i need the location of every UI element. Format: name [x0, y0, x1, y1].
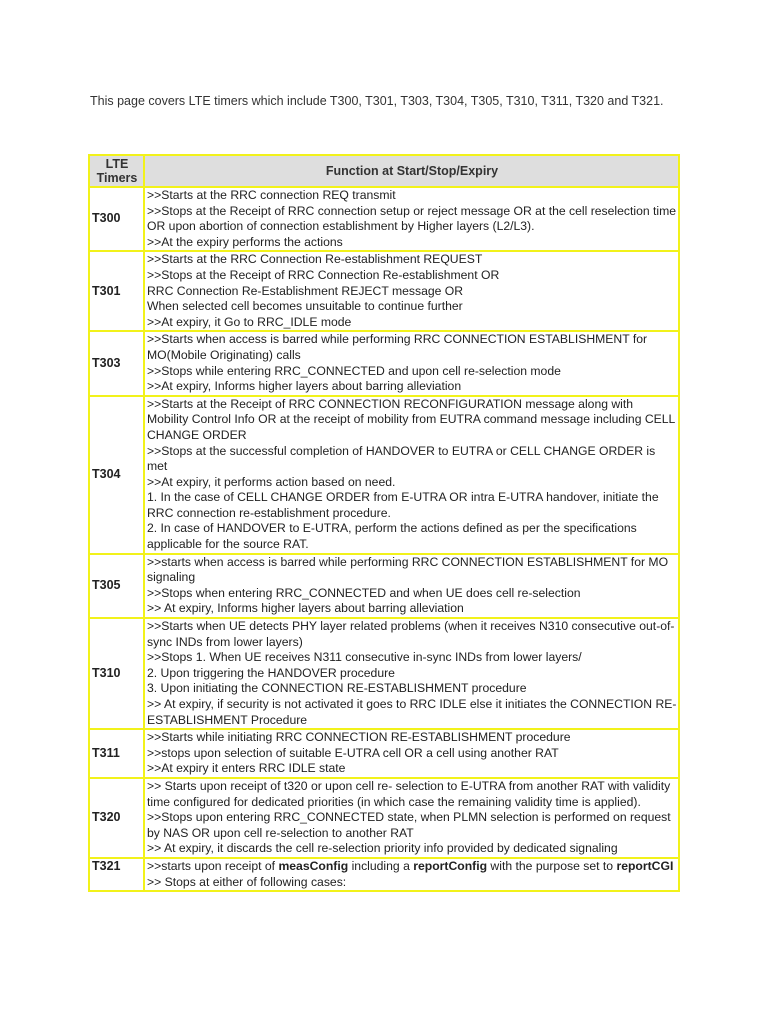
function-line: >>At expiry, Informs higher layers about barring alleviation [147, 379, 462, 394]
function-line: >>Stops 1. When UE receives N311 consecutive in-sync INDs from lower layers/ [147, 650, 582, 665]
timer-function [144, 187, 679, 251]
function-line: RRC Connection Re-Establishment REJECT message OR [147, 283, 464, 298]
function-line: >> Stops at either of following cases: [147, 874, 347, 889]
report-cgi-term: reportCGI [616, 858, 674, 873]
timer-name: T320 [89, 778, 144, 858]
table-row [89, 729, 679, 778]
timer-function [144, 331, 679, 395]
timer-name: T305 [89, 554, 144, 618]
intro-paragraph: This page covers LTE timers which include T300, T301, T303, T304, T305, T310, T311, T320 and T321. [90, 94, 664, 108]
function-line: >>Starts at the RRC Connection Re-establishment REQUEST [147, 252, 483, 267]
table-row [89, 251, 679, 331]
timer-function [144, 618, 679, 729]
function-line: >>stops upon selection of suitable E-UTRA cell OR a cell using another RAT [147, 745, 559, 760]
timer-function [144, 858, 679, 891]
function-line: 3. Upon initiating the CONNECTION RE-ESTABLISHMENT procedure [147, 681, 527, 696]
table-row [89, 858, 679, 891]
lte-timers-table [88, 154, 680, 892]
header-function: Function at Start/Stop/Expiry [144, 155, 679, 187]
table-row [89, 554, 679, 618]
report-config-term: reportConfig [413, 858, 488, 873]
timer-name: T300 [89, 187, 144, 251]
function-line: 1. In the case of CELL CHANGE ORDER from E-UTRA OR intra E-UTRA handover, initiate the RRC connection re-establishment procedure. [147, 490, 659, 520]
table-row [89, 187, 679, 251]
table-row [89, 396, 679, 554]
table-row [89, 618, 679, 729]
timer-function [144, 396, 679, 554]
function-line: 2. Upon triggering the HANDOVER procedure [147, 665, 395, 680]
function-line: >>Stops at the Receipt of RRC connection setup or reject message OR at the cell reselection time OR upon abortion of connection establishment by Higher layers (L2/L3). [147, 203, 677, 234]
text-run: with the purpose set to [487, 858, 617, 873]
function-line [147, 859, 677, 875]
function-line: >>Stops when entering RRC_CONNECTED and when UE does cell re-selection [147, 585, 581, 600]
function-line: >>Starts when access is barred while performing RRC CONNECTION ESTABLISHMENT for MO(Mobile Originating) calls [147, 332, 648, 362]
function-line: >>At the expiry performs the actions [147, 234, 343, 249]
table-row [89, 778, 679, 858]
function-line: >>Stops while entering RRC_CONNECTED and upon cell re-selection mode [147, 363, 561, 378]
function-line: >> At expiry, it discards the cell re-selection priority info provided by dedicated signaling [147, 841, 618, 856]
function-line: When selected cell becomes unsuitable to continue further [147, 299, 463, 314]
function-line: >> At expiry, Informs higher layers about barring alleviation [147, 601, 464, 616]
timer-name: T310 [89, 618, 144, 729]
function-line: >>Starts when UE detects PHY layer related problems (when it receives N310 consecutive out-of-sync INDs from lower layers) [147, 619, 675, 649]
table-row [89, 331, 679, 395]
timer-function [144, 778, 679, 858]
function-line: >>At expiry, it performs action based on need. [147, 474, 396, 489]
text-run: including a [348, 858, 414, 873]
timer-name: T304 [89, 396, 144, 554]
text-run: >>starts upon receipt of [147, 858, 279, 873]
function-line: >>Starts at the Receipt of RRC CONNECTION RECONFIGURATION message along with Mobility Control Info OR at the receipt of mobility from EUTRA command message including CELL CHANGE ORDER [147, 396, 675, 442]
function-line: >> Starts upon receipt of t320 or upon cell re- selection to E-UTRA from another RAT with validity time configured for dedicated priorities (in which case the remaining validity time is applied). [147, 778, 671, 809]
meas-config-term: measConfig [278, 858, 349, 873]
function-line: >> At expiry, if security is not activated it goes to RRC IDLE else it initiates the CONNECTION RE-ESTABLISHMENT Procedure [147, 697, 677, 727]
table-header-row [89, 155, 679, 187]
timer-function [144, 554, 679, 618]
function-line: >>Stops upon entering RRC_CONNECTED state, when PLMN selection is performed on request by NAS OR upon cell re-selection to another RAT [147, 810, 671, 840]
timer-name: T301 [89, 251, 144, 331]
function-line: >>Starts at the RRC connection REQ transmit [147, 188, 396, 202]
function-line: 2. In case of HANDOVER to E-UTRA, perform the actions defined as per the specifications applicable for the source RAT. [147, 521, 637, 552]
function-line: >>Stops at the successful completion of HANDOVER to EUTRA or CELL CHANGE ORDER is met [147, 443, 656, 474]
timer-name: T311 [89, 729, 144, 778]
timer-name: T321 [89, 858, 144, 891]
timer-function [144, 729, 679, 778]
timer-name: T303 [89, 331, 144, 395]
function-line: >>starts when access is barred while performing RRC CONNECTION ESTABLISHMENT for MO signaling [147, 554, 669, 585]
function-line: >>At expiry, it Go to RRC_IDLE mode [147, 314, 352, 329]
function-line: >>Stops at the Receipt of RRC Connection Re-establishment OR [147, 267, 500, 282]
function-line: >>Starts while initiating RRC CONNECTION RE-ESTABLISHMENT procedure [147, 730, 571, 745]
function-line: >>At expiry it enters RRC IDLE state [147, 761, 346, 776]
timer-function [144, 251, 679, 331]
header-lte-timers: LTE Timers [89, 155, 144, 187]
